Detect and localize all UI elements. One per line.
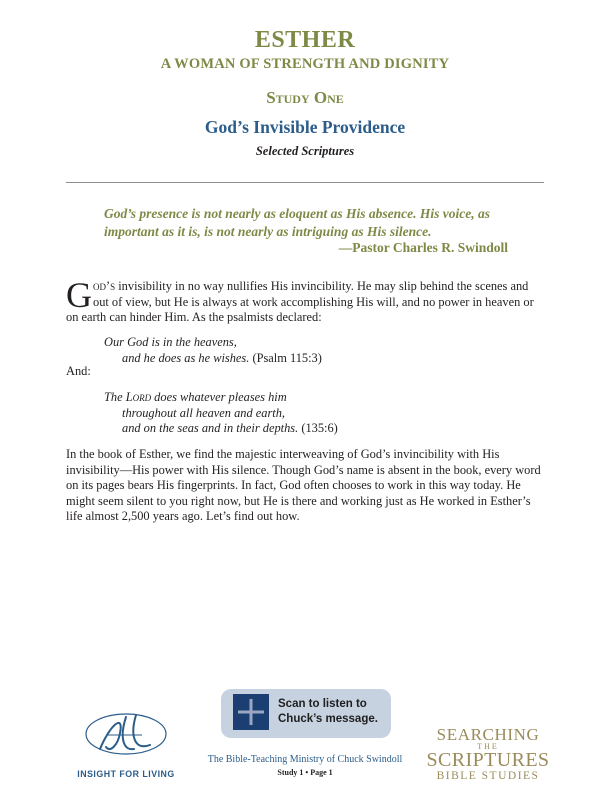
lesson-title: God’s Invisible Providence	[204, 117, 406, 137]
ministry-tagline: The Bible-Teaching Ministry of Chuck Swindoll	[207, 754, 403, 765]
scripture-reference: Selected Scriptures	[255, 144, 355, 158]
lord-smallcaps: Lord	[125, 390, 152, 404]
study-number: Study One	[266, 88, 344, 107]
verse-reference: (135:6)	[298, 421, 338, 435]
intro-text: invisibility in no way nullifies His invincibility. He may slip behind the scenes and out of view, but He is always at work accomplishing His will, and no power in heaven or on earth can hinder Him. As the psalmists declared:	[66, 279, 534, 325]
verse-line: and he does as he wishes. (Psalm 115:3)	[122, 350, 322, 365]
psalm-115-quote	[104, 335, 322, 366]
verse-line: Our God is in the heavens,	[104, 335, 237, 349]
intro-smallcaps: od’s	[93, 279, 116, 293]
connector-text: And:	[66, 364, 91, 378]
insight-for-living-name: INSIGHT FOR LIVING	[77, 769, 175, 779]
verse-reference: (Psalm 115:3)	[249, 350, 322, 365]
qr-code-icon[interactable]	[233, 694, 269, 730]
book-title: ESTHER	[254, 27, 356, 53]
quote-attribution: —Pastor Charles R. Swindoll	[338, 240, 508, 255]
verse-line: The Lord does whatever pleases him	[104, 390, 287, 404]
psalm-135-quote	[104, 390, 338, 437]
verse-line: and on the seas and in their depths. (135:6)	[122, 421, 338, 435]
header-divider	[66, 182, 544, 183]
scan-instructions: Scan to listen to Chuck’s message.	[278, 698, 378, 725]
intro-paragraph	[66, 275, 546, 326]
drop-cap: G	[66, 275, 92, 315]
verse-line: throughout all heaven and earth,	[122, 405, 286, 420]
page-number: Study 1 • Page 1	[277, 768, 333, 777]
book-subtitle: A WOMAN OF STRENGTH AND DIGNITY	[160, 56, 450, 72]
closing-paragraph: In the book of Esther, we find the majestic interweaving of God’s invincibility with His invisibility—His power with His silence. Though God’s name is absent in the book, every word on its pages bears His fingerprints. In fact, God often chooses to work in this way today. He might seem silent to you right now, but He is there and working just as He worked in Esther’s life almost 2,500 years ago. Let’s find out how.	[66, 447, 541, 524]
insight-for-living-logo-icon	[80, 705, 172, 763]
searching-the-scriptures-logo: SEARCHING THE SCRIPTURES BIBLE STUDIES	[426, 725, 550, 782]
opening-quote: God’s presence is not nearly as eloquent as His absence. His voice, as important as it is, is not nearly as intriguing as His silence.	[104, 206, 490, 239]
